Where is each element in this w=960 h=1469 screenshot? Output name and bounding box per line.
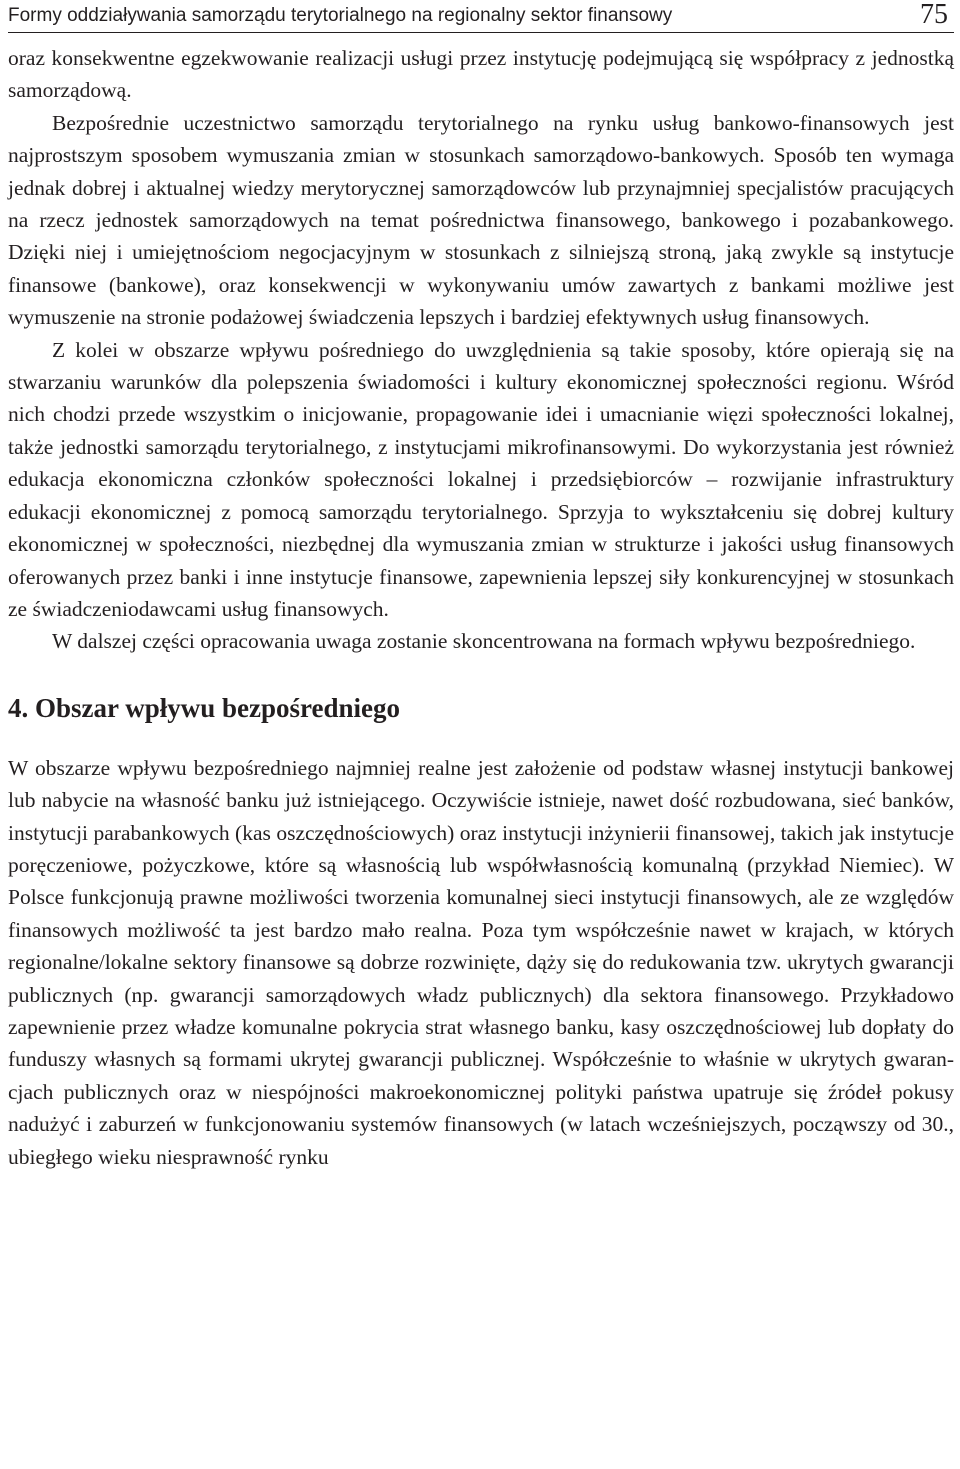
document-page [8, 0, 954, 1169]
body-text [8, 42, 954, 1173]
running-header-title: Formy oddziaływania samorządu terytorialnego na regionalny sektor finansowy [8, 5, 673, 26]
paragraph-section-body: W obszarze wpływu bezpośredniego najmniej realne jest założenie od podstaw własnej instytucji bankowej lub nabycie na własność banku już istniejącego. Oczywiście istnieje, nawet dość rozbudowana, sieć banków, instytucji parabankowych (kas oszczędnościowych) oraz instytucji inżynierii finansowej, takich jak instytucje poręczeniowe, pożyczkowe, które są własnością lub współwłasnością komunalną (przykład Niemiec). W Polsce funkcjonują prawne możliwości tworzenia komunalnej sieci instytucji finansowych, ale ze względów finansowych możliwość ta jest bardzo mało realna. Poza tym współcześnie nawet w krajach, w których regionalne/​lokalne sektory finansowe są dobrze rozwinięte, dąży się do redukowania tzw. ukrytych gwarancji publicznych (np. gwarancji samorządowych władz publicznych) dla sektora finansowego. Przykładowo zapewnienie przez władze komunalne pokrycia strat własnego banku, kasy oszczędnościowej lub dopłaty do funduszy własnych są formami ukrytej gwarancji publicznej. Współcześnie to właśnie w ukrytych gwarancjach publicznych oraz w niespójności makroekonomicznej polityki państwa upatruje się źródeł pokusy nadużyć i zaburzeń w funkcjonowaniu systemów finansowych (w latach wcześniejszych, począwszy od 30., ubiegłego wieku niesprawność rynku [8, 755, 954, 1169]
page-number: 75 [920, 0, 948, 30]
running-header [8, 0, 954, 33]
paragraph-direct-participation: Bezpośrednie uczestnictwo samorządu terytorialnego na rynku usług bankowo-finansowych jest najprostszym sposobem wymuszania zmian w stosunkach samorządowo-bankowych. Sposób ten wymaga jednak dobrej i aktualnej wiedzy merytorycznej samorządowców lub przynajmniej specjalistów pracujących na rzecz jednostek samorządowych na temat pośrednictwa finansowego, bankowego i pozabankowego. Dzięki niej i umiejętnościom negocjacyjnym w stosunkach z silniejszą stroną, jaką zwykle są instytucje finansowe (bankowe), oraz konsekwencji w wykonywaniu umów zawartych z bankami możliwe jest wymuszenie na stronie podażowej świadczenia lepszych i bardziej efektywnych usług finansowych. [8, 110, 954, 330]
paragraph-further-focus: W dalszej części opracowania uwaga zostanie skoncentrowana na formach wpływu bezpośredniego. [52, 629, 916, 654]
paragraph-indirect-influence: Z kolei w obszarze wpływu pośredniego do uwzględnienia są takie sposoby, które opierają się na stwarzaniu warunków dla polepszenia świadomości i kultury ekonomicznej społeczności regionu. Wśród nich chodzi przede wszystkim o inicjowanie, propagowanie idei i umacnianie więzi społeczności lokalnej, także jednostki samorządu terytorialnego, z instytucjami mikrofinansowymi. Do wykorzystania jest również edukacja ekonomiczna członków społeczności lokalnej i przedsiębiorców – rozwijanie infrastruktury edukacji ekonomicznej z pomocą samorządu terytorialnego. Sprzyja to wykształceniu się dobrej kultury ekonomicznej w społeczności, niezbędnej dla wymuszania zmian w strukturze i jakości usług finansowych oferowanych przez banki i inne instytucje finansowe, zapewnienia lepszej siły konkurencyjnej w stosunkach ze świadczeniodawcami usług finansowych. [8, 337, 954, 621]
paragraph-continuation: oraz konsekwentne egzekwowanie realizacji usługi przez instytucję podejmującą się współpracy z jednostką samorządową. [8, 46, 954, 103]
section-heading: 4. Obszar wpływu bezpośredniego [8, 692, 401, 723]
